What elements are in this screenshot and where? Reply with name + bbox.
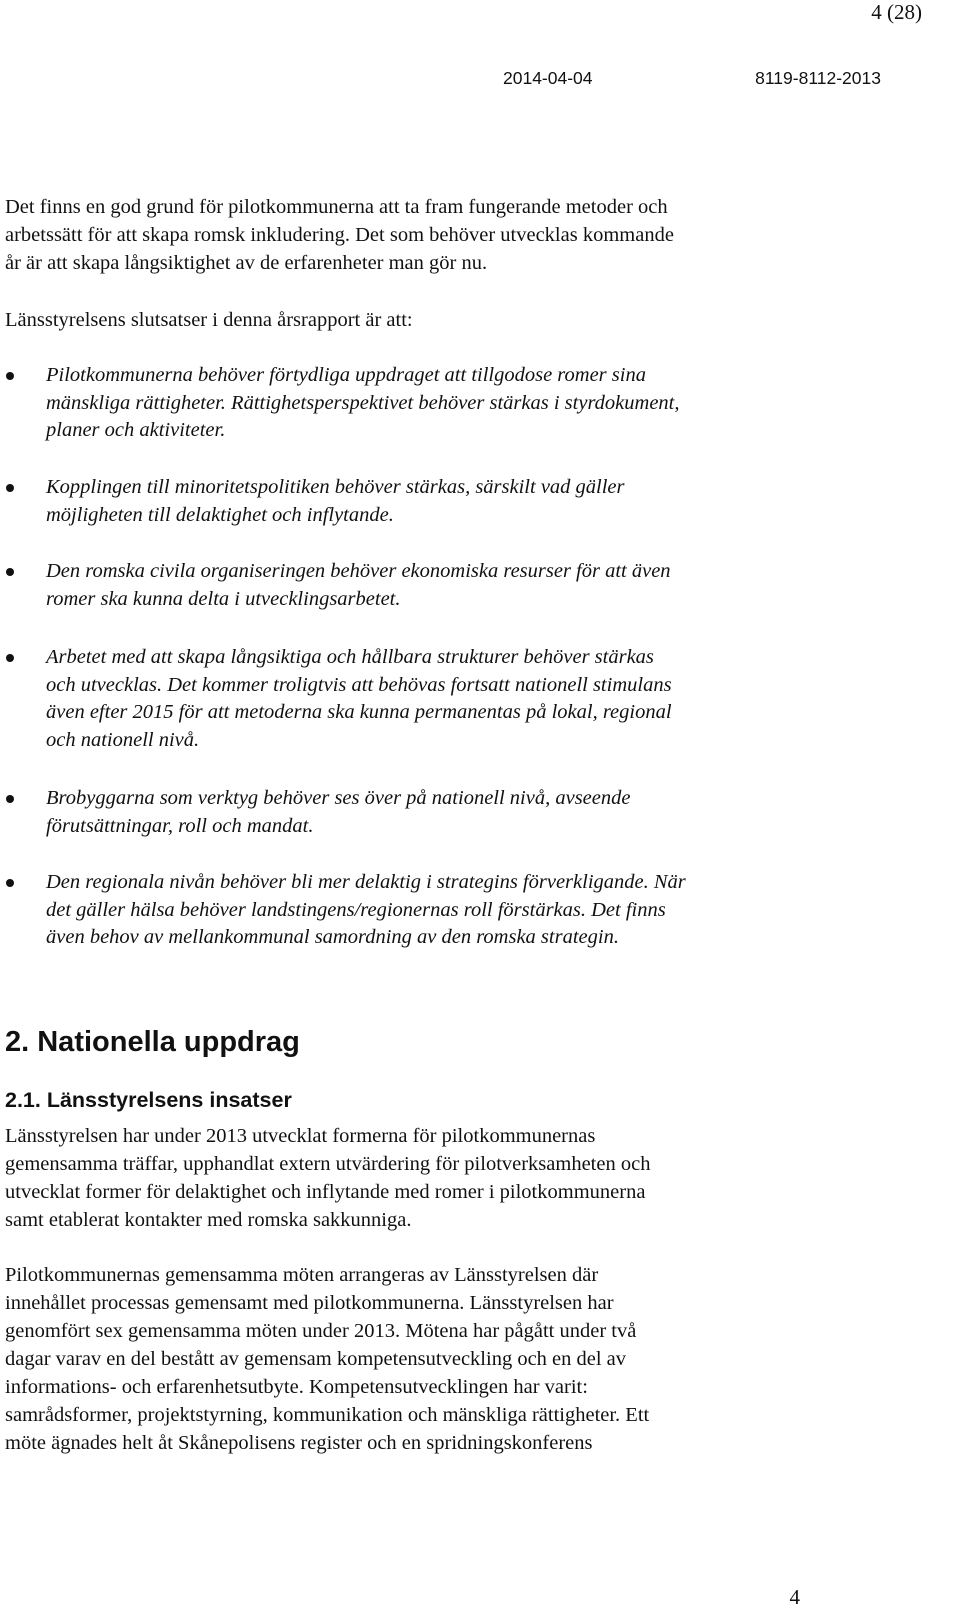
- text-line: Länsstyrelsen har under 2013 utvecklat formerna för pilotkommunernas: [5, 1125, 596, 1147]
- document-reference: 8119-8112-2013: [755, 68, 881, 88]
- list-item-text: Arbetet med att skapa långsiktiga och hållbara strukturer behöver stärkas och utvecklas. Det kommer troligtvis att behövas fortsatt nationell stimulans även efter 2015 för att metoderna ska kunna permanentas på lokal, regional och nationell nivå.: [46, 646, 672, 751]
- text-line: år är att skapa långsiktighet av de erfarenheter man gör nu.: [5, 252, 488, 274]
- text-line: arbetssätt för att skapa romsk inkludering. Det som behöver utvecklas kommande: [5, 224, 674, 246]
- text-line: Det finns en god grund för pilotkommunerna att ta fram fungerande metoder och: [5, 196, 668, 218]
- bullet-icon: [6, 795, 14, 803]
- text-line: samrådsformer, projektstyrning, kommunikation och mänskliga rättigheter. Ett: [5, 1404, 650, 1426]
- section-heading: 2. Nationella uppdrag: [5, 1026, 300, 1058]
- bullet-icon: [6, 879, 14, 887]
- text-line: dagar varav en del bestått av gemensam kompetensutveckling och en del av: [5, 1348, 627, 1370]
- bullet-icon: [6, 568, 14, 576]
- conclusions-lead: Länsstyrelsens slutsatser i denna årsrapport är att:: [5, 309, 413, 331]
- list-item-text: Den regionala nivån behöver bli mer delaktig i strategins förverkligande. När det gäller hälsa behöver landstingens/regionernas roll förstärkas. Det finns även behov av mellankommunal samordning av den romska strategin.: [46, 871, 686, 948]
- text-line: genomfört sex gemensamma möten under 2013. Mötena har pågått under två: [5, 1320, 637, 1342]
- document-date: 2014-04-04: [503, 68, 593, 88]
- intro-paragraph: [5, 193, 795, 277]
- list-item-text: Kopplingen till minoritetspolitiken behöver stärkas, särskilt vad gäller möjligheten till delaktighet och inflytande.: [46, 476, 625, 526]
- section-paragraph-1: [5, 1122, 795, 1234]
- subsection-heading: 2.1. Länsstyrelsens insatser: [5, 1088, 292, 1112]
- text-line: utvecklat former för delaktighet och inflytande med romer i pilotkommunerna: [5, 1181, 646, 1203]
- bullet-icon: [6, 372, 14, 380]
- text-line: samt etablerat kontakter med romska sakkunniga.: [5, 1209, 412, 1231]
- text-line: möte ägnades helt åt Skånepolisens register och en spridningskonferens: [5, 1432, 593, 1454]
- text-line: innehållet processas gemensamt med pilotkommunerna. Länsstyrelsen har: [5, 1292, 614, 1314]
- list-item-text: Brobyggarna som verktyg behöver ses över på nationell nivå, avseende förutsättningar, roll och mandat.: [46, 787, 631, 837]
- bullet-icon: [6, 484, 14, 492]
- section-paragraph-2: [5, 1261, 795, 1457]
- text-line: informations- och erfarenhetsutbyte. Kompetensutvecklingen har varit:: [5, 1376, 588, 1398]
- text-line: Pilotkommunernas gemensamma möten arrangeras av Länsstyrelsen där: [5, 1264, 599, 1286]
- list-item-text: Den romska civila organiseringen behöver ekonomiska resurser för att även romer ska kunna delta i utvecklingsarbetet.: [46, 560, 671, 610]
- text-line: gemensamma träffar, upphandlat extern utvärdering för pilotverksamheten och: [5, 1153, 651, 1175]
- footer-page-number: 4: [789, 1585, 800, 1609]
- bullet-icon: [6, 654, 14, 662]
- list-item-text: Pilotkommunerna behöver förtydliga uppdraget att tillgodose romer sina mänskliga rättigheter. Rättighetsperspektivet behöver stärkas i styrdokument, planer och aktiviteter.: [46, 364, 680, 441]
- page-counter: 4 (28): [871, 0, 922, 24]
